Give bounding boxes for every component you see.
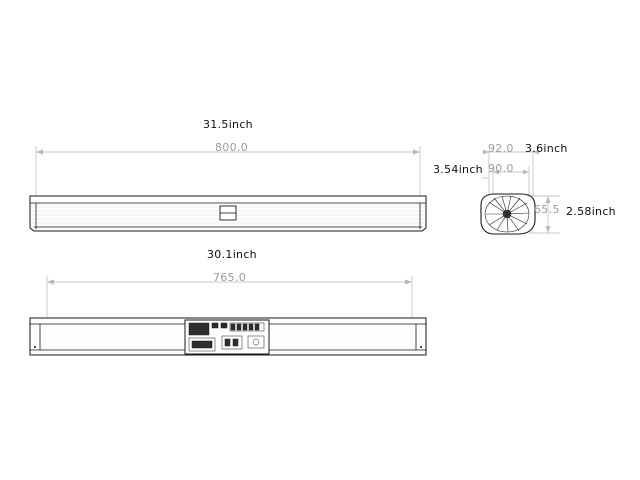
rear-width-metric-label: 765.0 (213, 271, 246, 284)
side-outer-width-metric-label: 92.0 (488, 142, 514, 155)
side-top-dimension-lines (486, 150, 536, 200)
side-height-imperial-label: 2.58inch (566, 205, 616, 218)
rear-view-group (30, 276, 426, 355)
rear-width-imperial-label: 30.1inch (207, 248, 257, 261)
side-height-imperial-top-label: 3.6inch (525, 142, 568, 155)
front-width-metric-label: 800.0 (215, 141, 248, 154)
front-display-window (220, 206, 236, 220)
front-width-imperial-label: 31.5inch (203, 118, 253, 131)
front-view-group (30, 146, 426, 231)
side-depth-imperial-label: 3.54inch (433, 163, 483, 176)
side-inner-width-metric-label: 90.0 (488, 162, 514, 175)
side-height-metric-label: 65.5 (534, 203, 560, 216)
